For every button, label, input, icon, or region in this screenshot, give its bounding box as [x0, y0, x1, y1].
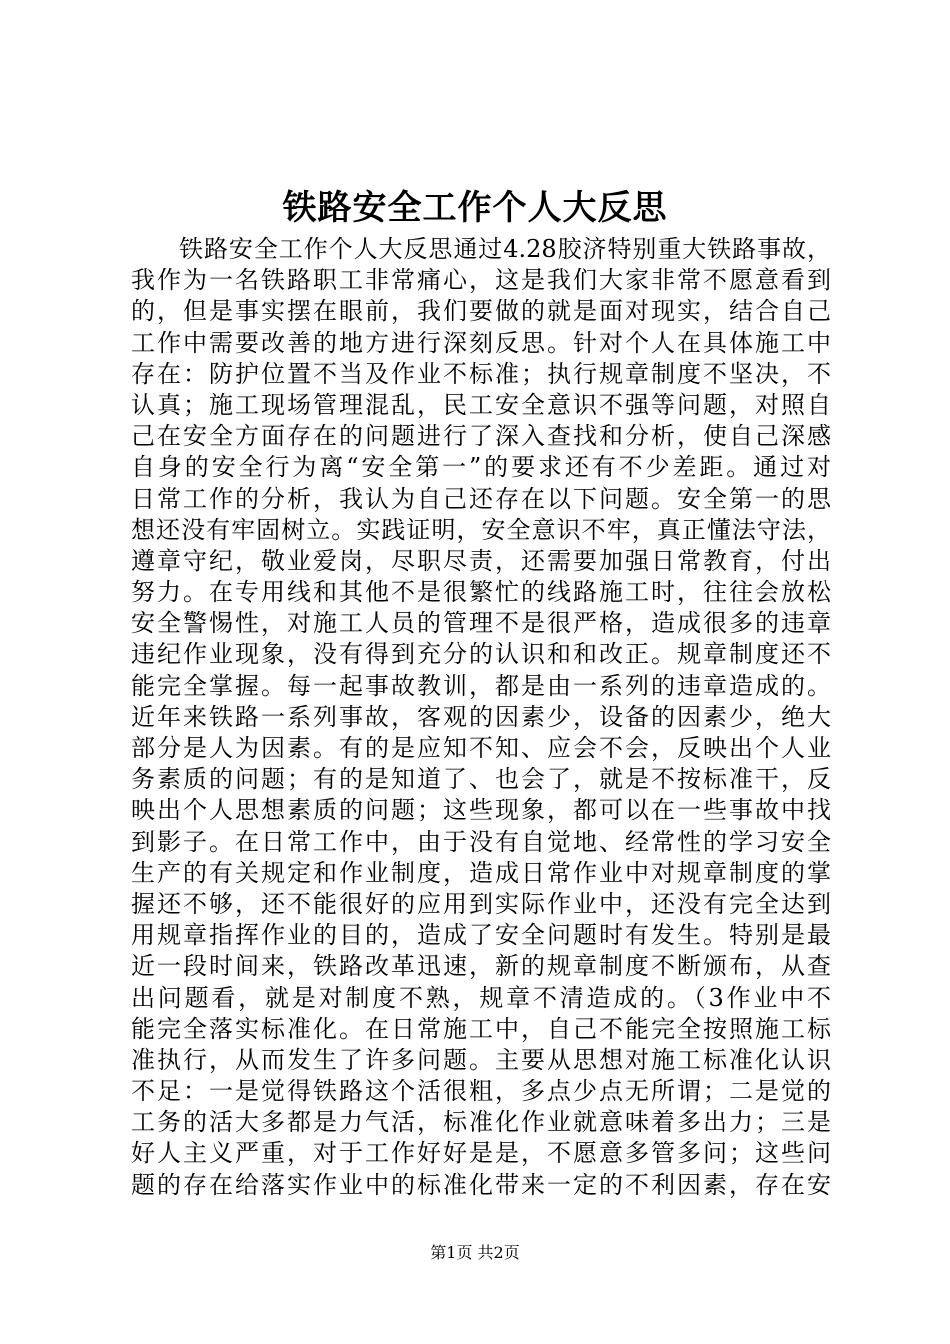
page-footer: 第1页 共2页 — [430, 1243, 520, 1262]
body-text-line: 认真；施工现场管理混乱，民工安全意识不强等问题，对照自 — [131, 390, 831, 419]
body-text-line: 想还没有牢固树立。实践证明，安全意识不牢，真正懂法守法， — [131, 515, 831, 544]
body-text-line: 能完全落实标准化。在日常施工中，自己不能完全按照施工标 — [131, 1014, 831, 1043]
body-text-line: 自身的安全行为离“安全第一”的要求还有不少差距。通过对 — [131, 453, 831, 482]
body-text-line: 好人主义严重，对于工作好好是是，不愿意多管多问；这些问 — [131, 1139, 831, 1168]
body-text-line: 安全警惕性，对施工人员的管理不是很严格，造成很多的违章 — [131, 609, 831, 638]
body-text-line: 不足：一是觉得铁路这个活很粗，多点少点无所谓；二是觉的 — [131, 1077, 831, 1106]
body-text-line: 生产的有关规定和作业制度，造成日常作业中对规章制度的掌 — [131, 858, 831, 887]
body-text-line: 违纪作业现象，没有得到充分的认识和和改正。规章制度还不 — [131, 640, 831, 669]
body-text-line: 能完全掌握。每一起事故教训，都是由一系列的违章造成的。 — [131, 671, 831, 700]
body-text-line: 工务的活大多都是力气活，标准化作业就意味着多出力；三是 — [131, 1108, 831, 1137]
body-text-line: 日常工作的分析，我认为自己还存在以下问题。安全第一的思 — [131, 484, 831, 513]
body-text-line: 存在：防护位置不当及作业不标准；执行规章制度不坚决，不 — [131, 359, 831, 388]
body-text-line: 映出个人思想素质的问题；这些现象，都可以在一些事故中找 — [131, 796, 831, 825]
body-text-line: 的，但是事实摆在眼前，我们要做的就是面对现实，结合自己 — [131, 297, 831, 326]
body-text-line: 到影子。在日常工作中，由于没有自觉地、经常性的学习安全 — [131, 827, 831, 856]
body-text-line: 遵章守纪，敬业爱岗，尽职尽责，还需要加强日常教育，付出 — [131, 546, 831, 575]
body-text-line: 工作中需要改善的地方进行深刻反思。针对个人在具体施工中 — [131, 328, 831, 357]
body-text-line: 努力。在专用线和其他不是很繁忙的线路施工时，往往会放松 — [131, 578, 831, 607]
body-text-line: 铁路安全工作个人大反思通过4.28胶济特别重大铁路事故， — [179, 235, 831, 263]
body-text-line: 己在安全方面存在的问题进行了深入查找和分析，使自己深感 — [131, 422, 831, 451]
body-text-line: 用规章指挥作业的目的，造成了安全问题时有发生。特别是最 — [131, 921, 831, 950]
document-body — [131, 234, 831, 1201]
body-text-line: 我作为一名铁路职工非常痛心，这是我们大家非常不愿意看到 — [131, 266, 831, 295]
body-text-line: 握还不够，还不能很好的应用到实际作业中，还没有完全达到 — [131, 889, 831, 918]
body-text-line: 题的存在给落实作业中的标准化带来一定的不利因素，存在安 — [131, 1170, 831, 1199]
body-text-line: 近年来铁路一系列事故，客观的因素少，设备的因素少，绝大 — [131, 702, 831, 731]
body-text-line: 出问题看，就是对制度不熟，规章不清造成的。（3作业中不 — [131, 983, 831, 1012]
body-text-line: 务素质的问题；有的是知道了、也会了，就是不按标准干，反 — [131, 765, 831, 794]
body-text-line: 部分是人为因素。有的是应知不知、应会不会，反映出个人业 — [131, 734, 831, 762]
document-title: 铁路安全工作个人大反思 — [282, 188, 668, 228]
body-text-line: 准执行，从而发生了许多问题。主要从思想对施工标准化认识 — [131, 1045, 831, 1074]
body-text-line: 近一段时间来，铁路改革迅速，新的规章制度不断颁布，从查 — [131, 952, 831, 981]
